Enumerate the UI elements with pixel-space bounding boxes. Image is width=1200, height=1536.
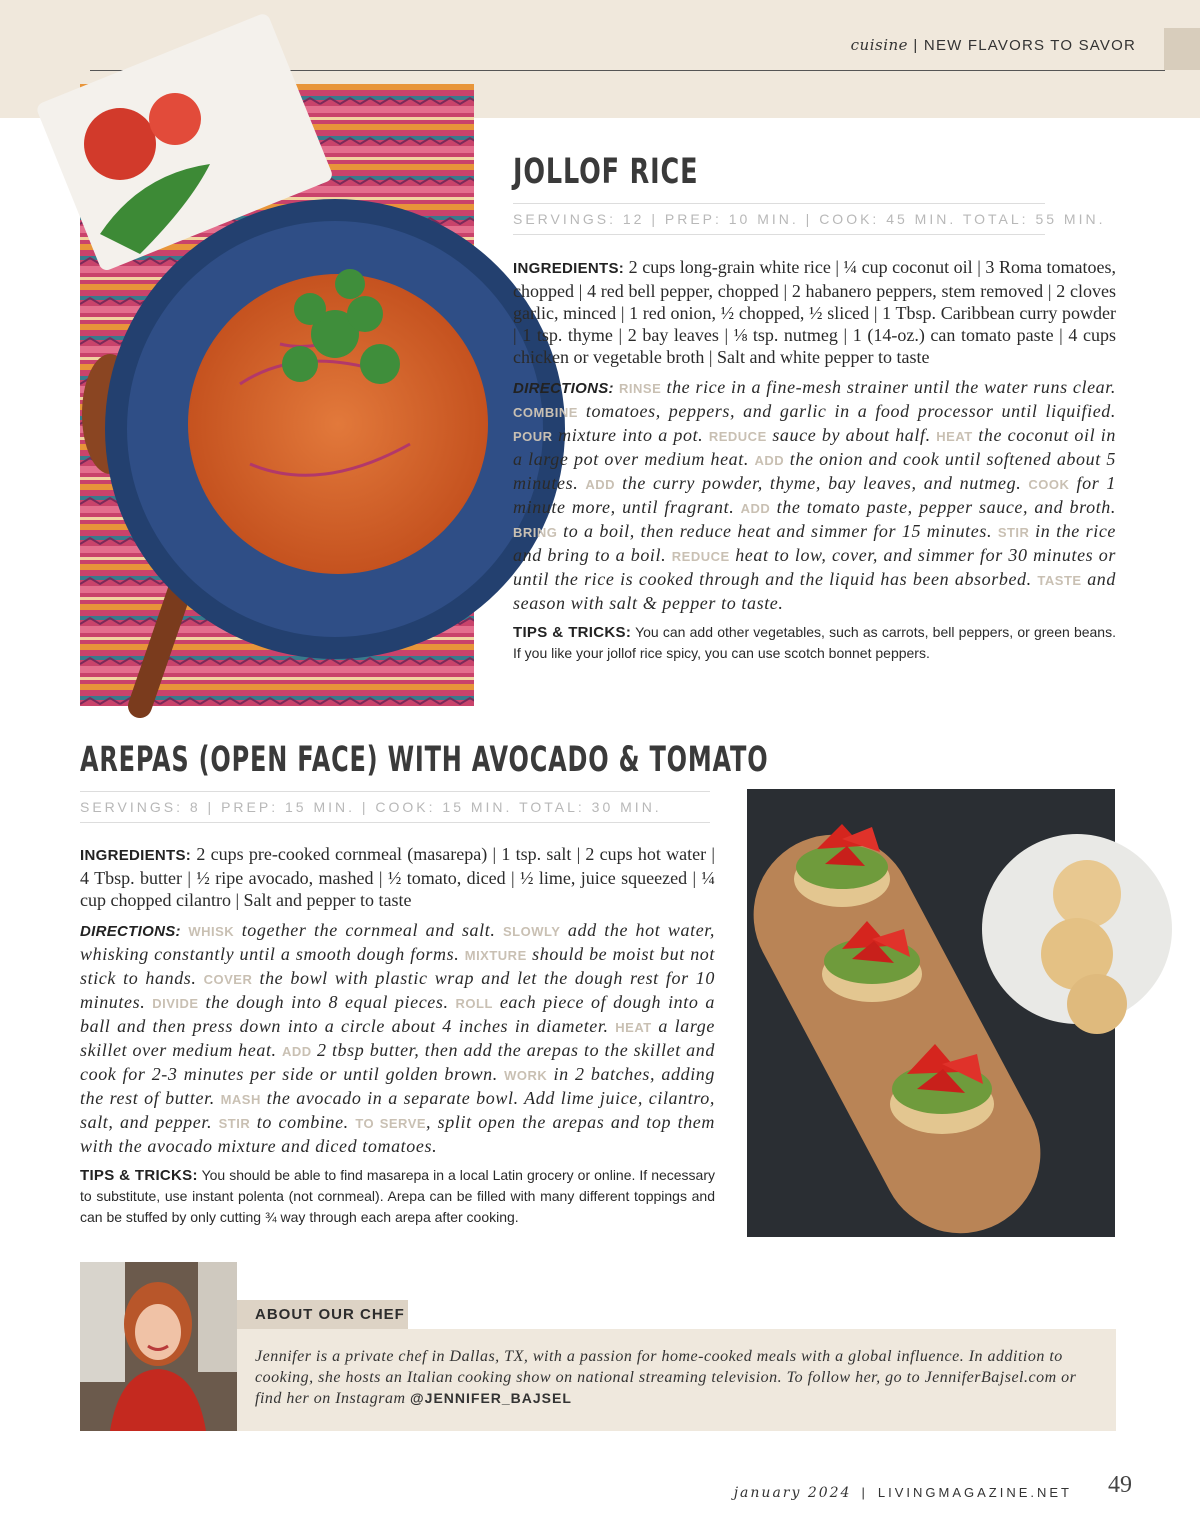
step-text: heat to low, cover, and simmer for 30 minutes or until the rice is cooked through and the liquid has been absorbed.: [513, 545, 1117, 589]
step-verb: ROLL: [455, 996, 493, 1011]
directions-label: DIRECTIONS:: [80, 923, 181, 940]
tips-label: TIPS & TRICKS:: [513, 624, 632, 641]
step-verb: ADD: [740, 501, 771, 516]
page-number: 49: [1108, 1472, 1132, 1498]
footer: [734, 1485, 1072, 1501]
step-text: the tomato paste, pepper sauce, and broth.: [770, 497, 1116, 517]
step-verb: COMBINE: [513, 405, 578, 420]
directions-steps: [513, 377, 1116, 613]
about-chef-heading: ABOUT OUR CHEF: [237, 1300, 408, 1329]
step-verb: COOK: [1028, 477, 1070, 492]
step-text: to a boil, then reduce heat and simmer for 15 minutes.: [557, 521, 998, 541]
step-verb: MIXTURE: [464, 948, 527, 963]
step-verb: WORK: [504, 1068, 548, 1083]
step-text: mixture into a pot.: [552, 425, 709, 445]
about-chef-box: [237, 1329, 1116, 1431]
step-verb: ADD: [282, 1044, 312, 1059]
step-verb: DIVIDE: [152, 996, 199, 1011]
chef-bio-text: Jennifer is a private chef in Dallas, TX, with a passion for home-cooked meals with a global influence. In addition to cooking, she hosts an Italian cooking show on national streaming television. To follow her, go to JenniferBajsel.com or find her on Instagram: [255, 1348, 1077, 1407]
tips-label: TIPS & TRICKS:: [80, 1167, 198, 1184]
recipe-title-arepas: AREPAS (OPEN FACE) WITH AVOCADO & TOMATO: [80, 740, 769, 781]
step-text: should be moist but not stick to hands.: [80, 944, 716, 988]
about-chef-bio: [255, 1347, 1088, 1410]
footer-site[interactable]: LIVINGMAGAZINE.NET: [877, 1485, 1072, 1500]
direction-step: [219, 1112, 356, 1132]
step-text: together the cornmeal and salt.: [234, 920, 503, 940]
recipe-meta-jollof: SERVINGS: 12 | PREP: 10 MIN. | COOK: 45 MIN. TOTAL: 55 MIN.: [513, 203, 1045, 235]
direction-step: [513, 425, 709, 445]
direction-step: [619, 377, 1116, 397]
step-text: each piece of dough into a ball and then press down into a circle about 4 inches in diameter.: [80, 992, 716, 1036]
jollof-rice-illustration: [80, 84, 474, 706]
tips-text: You can add other vegetables, such as carrots, bell peppers, or green beans. If you like your jollof rice spicy, you can use scotch bonnet peppers.: [513, 624, 1116, 661]
footer-month: january 2024: [733, 1485, 852, 1501]
step-verb: REDUCE: [708, 429, 767, 444]
step-text: in 2 batches, adding the rest of butter.: [80, 1064, 715, 1108]
section-separator: |: [908, 37, 924, 54]
step-text: sauce by about half.: [766, 425, 937, 445]
step-verb: ADD: [754, 453, 785, 468]
step-text: to combine.: [250, 1112, 356, 1132]
ingredients-text: 2 cups pre-cooked cornmeal (masarepa) | 1 tsp. salt | 2 cups hot water | 4 Tbsp. butter | ½ ripe avocado, mashed | ½ tomato, diced | ½ lime, juice squeezed | ¼ cup chopped cilantro | Salt and pepper to taste: [80, 844, 715, 910]
arepas-illustration: [747, 789, 1115, 1237]
section-label: [851, 36, 1136, 54]
recipe-body-jollof: [513, 256, 1116, 664]
section-italic: cuisine: [850, 36, 909, 54]
tips-jollof: [513, 622, 1116, 664]
step-text: in the rice and bring to a boil.: [513, 521, 1116, 565]
step-text: the bowl with plastic wrap and let the dough rest for 10 minutes.: [80, 968, 715, 1012]
ingredients-label: INGREDIENTS:: [80, 847, 192, 864]
direction-step: [188, 920, 503, 940]
directions-jollof: [513, 376, 1116, 614]
section-caps: NEW FLAVORS TO SAVOR: [923, 37, 1136, 54]
direction-step: [513, 401, 1116, 421]
direction-step: [709, 425, 936, 445]
step-verb: MASH: [220, 1092, 261, 1107]
step-verb: TASTE: [1037, 573, 1082, 588]
step-text: the avocado in a separate bowl. Add lime juice, cilantro, salt, and pepper.: [80, 1088, 715, 1132]
step-text: tomatoes, peppers, and garlic in a food processor until liquified.: [577, 401, 1116, 421]
step-verb: TO SERVE: [355, 1116, 427, 1131]
instagram-handle[interactable]: @JENNIFER_BAJSEL: [410, 1390, 572, 1406]
recipe-meta-arepas: SERVINGS: 8 | PREP: 15 MIN. | COOK: 15 MIN. TOTAL: 30 MIN.: [80, 791, 710, 823]
step-verb: WHISK: [188, 924, 235, 939]
direction-step: [585, 473, 1028, 493]
step-verb: BRING: [513, 525, 558, 540]
step-verb: COVER: [203, 972, 253, 987]
recipe-body-arepas: [80, 843, 715, 1228]
recipe-title-jollof: JOLLOF RICE: [513, 152, 699, 193]
direction-step: [741, 497, 1116, 517]
footer-separator: |: [861, 1485, 868, 1500]
jollof-rice-photo: [80, 84, 474, 706]
step-text: add the hot water, whisking constantly until a smooth dough forms.: [80, 920, 715, 964]
step-verb: HEAT: [936, 429, 973, 444]
directions-label: DIRECTIONS:: [513, 380, 614, 397]
step-text: 2 tbsp butter, then add the arepas to the skillet and cook for 2-3 minutes per side or until golden brown.: [80, 1040, 715, 1084]
step-verb: REDUCE: [671, 549, 730, 564]
tips-arepas: [80, 1165, 715, 1228]
step-text: , split open the arepas and top them with the avocado mixture and diced tomatoes.: [80, 1112, 715, 1156]
step-verb: HEAT: [615, 1020, 652, 1035]
step-text: for 1 minute more, until fragrant.: [513, 473, 1116, 517]
chef-portrait: [80, 1262, 237, 1431]
step-text: and season with salt & pepper to taste.: [513, 569, 1116, 613]
step-text: the coconut oil in a large pot over medium heat.: [513, 425, 1116, 469]
step-verb: POUR: [513, 429, 553, 444]
tips-text: You should be able to find masarepa in a local Latin grocery or online. If necessary to substitute, use instant polenta (not cornmeal). Arepa can be filled with many different toppings and can be stuffed by only cutting ¾ way through each arepa after cooking.: [80, 1167, 715, 1225]
ingredients-arepas: [80, 843, 715, 911]
ingredients-text: 2 cups long-grain white rice | ¼ cup coconut oil | 3 Roma tomatoes, chopped | 4 red bell pepper, chopped | 2 habanero peppers, stem removed | 2 cloves garlic, minced | 1 red onion, ½ chopped, ½ sliced | 1 Tbsp. Caribbean curry powder | 1 tsp. thyme | 2 bay leaves | ⅛ tsp. nutmeg | 1 (14-oz.) can tomato paste | 4 cups chicken or vegetable broth | Salt and white pepper to taste: [513, 257, 1116, 367]
directions-steps: [80, 920, 715, 1156]
arepas-photo: [747, 789, 1115, 1237]
step-verb: STIR: [218, 1116, 251, 1131]
step-verb: RINSE: [619, 381, 662, 396]
step-text: the dough into 8 equal pieces.: [198, 992, 456, 1012]
chef-photo: [80, 1262, 237, 1431]
step-verb: SLOWLY: [502, 924, 561, 939]
ingredients-jollof: [513, 256, 1116, 368]
ingredients-label: INGREDIENTS:: [513, 260, 625, 277]
step-text: the onion and cook until softened about 5 minutes.: [513, 449, 1116, 493]
step-text: the curry powder, thyme, bay leaves, and nutmeg.: [615, 473, 1029, 493]
direction-step: [152, 992, 455, 1012]
step-verb: STIR: [997, 525, 1030, 540]
header-tab: [1164, 28, 1200, 70]
step-text: the rice in a fine-mesh strainer until the water runs clear.: [661, 377, 1116, 397]
step-verb: ADD: [585, 477, 616, 492]
step-text: a large skillet over medium heat.: [80, 1016, 715, 1060]
directions-arepas: [80, 919, 715, 1157]
direction-step: [513, 521, 998, 541]
